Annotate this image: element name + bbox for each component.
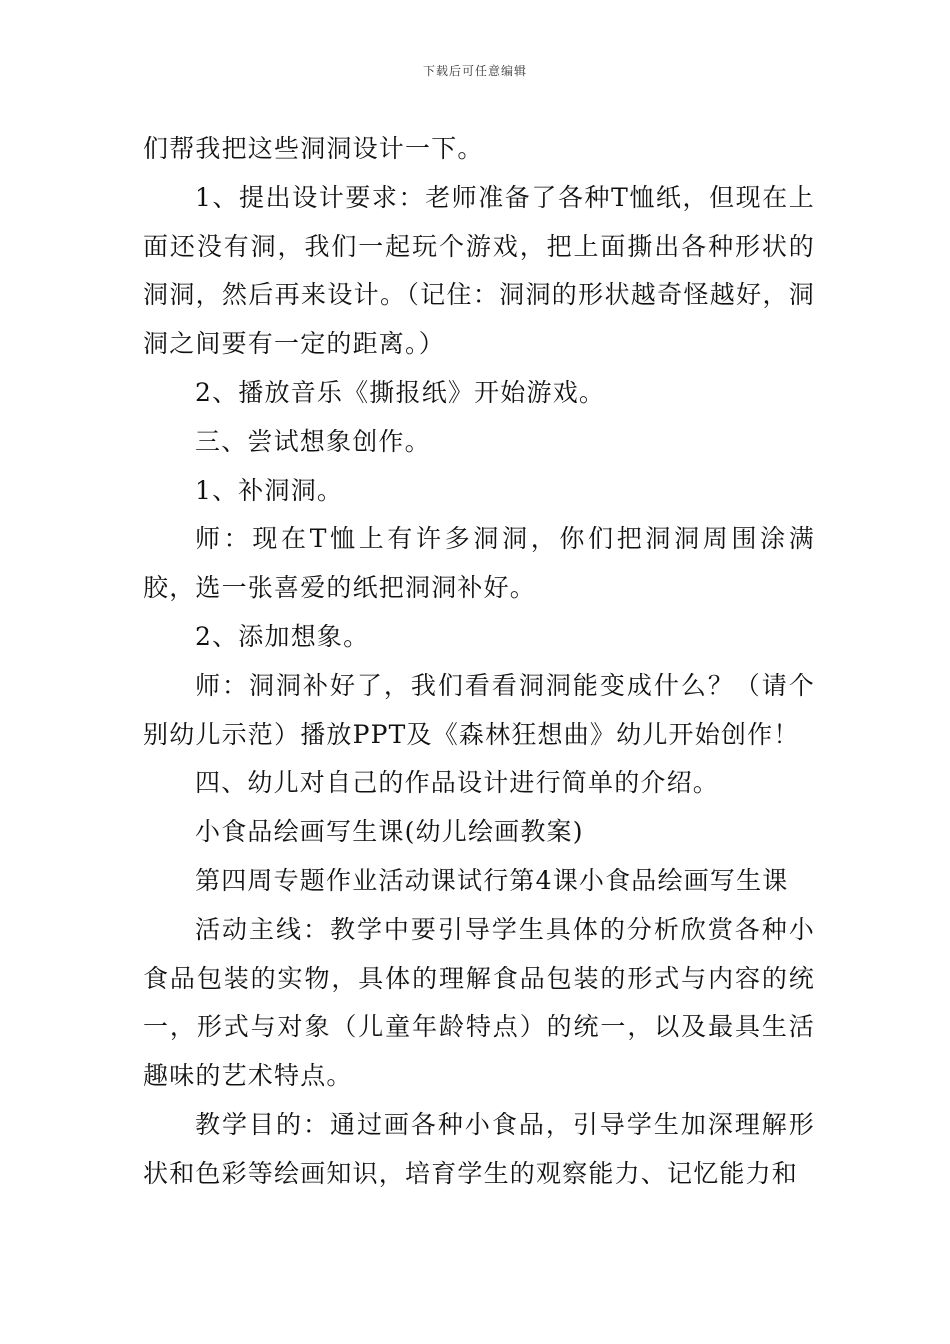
section-heading: 四、幼儿对自己的作品设计进行简单的介绍。 — [195, 768, 720, 798]
paragraph: 活动主线：教学中要引导学生具体的分析欣赏各种小食品包装的实物，具体的理解食品包装的形式与内容的统一，形式与对象（儿童年龄特点）的统一，以及最具生活趣味的艺术特点。 — [143, 914, 815, 1091]
paragraph: 们帮我把这些洞洞设计一下。 — [143, 134, 484, 163]
paragraph: 教学目的：通过画各种小食品，引导学生加深理解形状和色彩等绘画知识，培育学生的观察能力、记忆能力和 — [143, 1109, 815, 1188]
paragraph: 2、添加想象。 — [195, 621, 370, 651]
document-body — [143, 125, 815, 1199]
paragraph: 1、补洞洞。 — [195, 475, 344, 505]
page-header-note: 下载后可任意编辑 — [422, 64, 527, 78]
paragraph: 2、播放音乐《撕报纸》开始游戏。 — [195, 377, 606, 407]
paragraph: 师：洞洞补好了，我们看看洞洞能变成什么？（请个别幼儿示范）播放PPT及《森林狂想曲》幼儿开始创作！ — [143, 670, 815, 749]
section-heading: 三、尝试想象创作。 — [195, 426, 431, 456]
lesson-subtitle: 第四周专题作业活动课试行第4课小食品绘画写生课 — [195, 865, 789, 895]
lesson-title: 小食品绘画写生课(幼儿绘画教案) — [195, 817, 584, 847]
paragraph: 师：现在T恤上有许多洞洞，你们把洞洞周围涂满胶，选一张喜爱的纸把洞洞补好。 — [143, 524, 815, 603]
paragraph: 1、提出设计要求：老师准备了各种T恤纸，但现在上面还没有洞，我们一起玩个游戏，把上面撕出各种形状的洞洞，然后再来设计。（记住：洞洞的形状越奇怪越好，洞洞之间要有一定的距离。） — [143, 182, 815, 359]
